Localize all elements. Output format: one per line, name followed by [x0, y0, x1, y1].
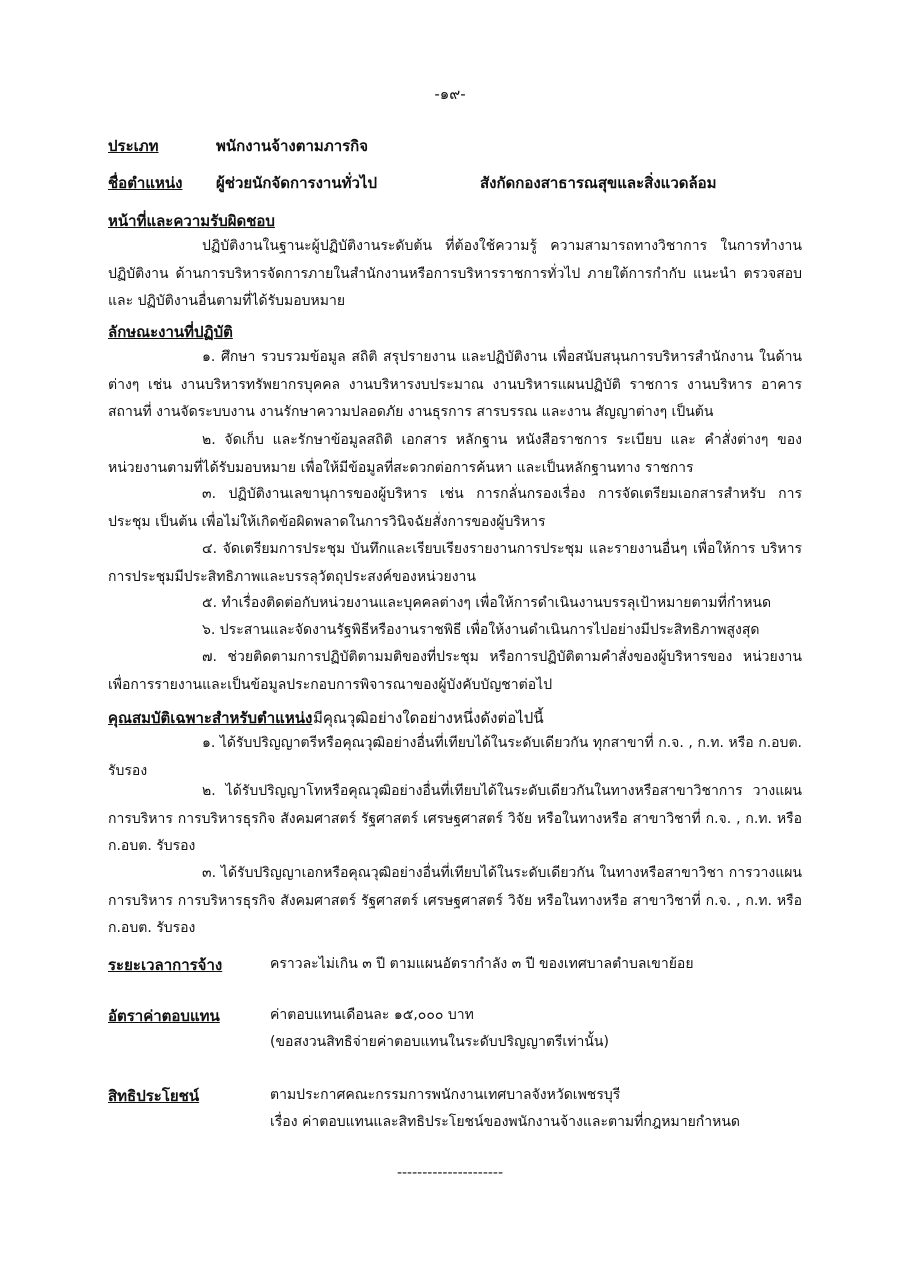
end-divider: ---------------------	[396, 1165, 504, 1181]
benefits-line-1: ตามประกาศคณะกรรมการพนักงานเทศบาลจังหวัดเพชรบุรี	[270, 1087, 621, 1103]
work-item-5: ๕. ทำเรื่องติดต่อกับหน่วยงานและบุคคลต่างๆ เพื่อให้การดำเนินงานบรรลุเป้าหมายตามที่กำหนด	[202, 595, 772, 611]
position-value: ผู้ช่วยนักจัดการงานทั่วไป	[216, 174, 377, 192]
page-number: -๑๙-	[434, 85, 466, 103]
compensation-label: อัตราค่าตอบแทน	[108, 1007, 220, 1025]
employment-period-label: ระยะเวลาการจ้าง	[108, 956, 223, 974]
duties-text: ปฏิบัติงานในฐานะผู้ปฏิบัติงานระดับต้น ที่ต้องใช้ความรู้ ความสามารถทางวิชาการ ในการทำงาน ปฏิบัติงาน ด้านการบริหารจัดการภายในสำนักงานหรือการบริหารราชการทั่วไป ภายใต้การกำกับ แนะนำ ตรวจสอบ และ ปฏิบัติงานอื่นตามที่ได้รับมอบหมาย	[108, 238, 802, 309]
employment-period-value: คราวละไม่เกิน ๓ ปี ตามแผนอัตรากำลัง ๓ ปี ของเทศบาลตำบลเขาย้อย	[270, 956, 694, 972]
duties-heading: หน้าที่และความรับผิดชอบ	[108, 212, 275, 230]
work-item-7: ๗. ช่วยติดตามการปฏิบัติตามมติของที่ประชุม หรือการปฏิบัติตามคำสั่งของผู้บริหารของ หน่วยงาน เพื่อการรายงานและเป็นข้อมูลประกอบการพิจารณาของผู้บังคับบัญชาต่อไป	[108, 649, 802, 693]
work-item-6: ๖. ประสานและจัดงานรัฐพิธีหรืองานราชพิธี เพื่อให้งานดำเนินการไปอย่างมีประสิทธิภาพสูงสุด	[202, 622, 760, 638]
qualifications-intro: มีคุณวุฒิอย่างใดอย่างหนึ่งดังต่อไปนี้	[313, 709, 544, 727]
qualifications-heading: คุณสมบัติเฉพาะสำหรับตำแหน่ง	[108, 709, 313, 727]
type-value: พนักงานจ้างตามภารกิจ	[216, 137, 369, 155]
work-item-3: ๓. ปฏิบัติงานเลขานุการของผู้บริหาร เช่น การกลั่นกรองเรื่อง การจัดเตรียมเอกสารสำหรับ การประชุม เป็นต้น เพื่อไม่ให้เกิดข้อผิดพลาดในการวินิจฉัยสั่งการของผู้บริหาร	[108, 486, 802, 530]
position-label: ชื่อตำแหน่ง	[108, 174, 183, 192]
type-label: ประเภท	[108, 137, 159, 155]
benefits-label: สิทธิประโยชน์	[108, 1087, 200, 1105]
work-heading: ลักษณะงานที่ปฏิบัติ	[108, 323, 233, 341]
work-item-2: ๒. จัดเก็บ และรักษาข้อมูลสถิติ เอกสาร หลักฐาน หนังสือราชการ ระเบียบ และ คำสั่งต่างๆ ของ หน่วยงานตามที่ได้รับมอบหมาย เพื่อให้มีข้อมูลที่สะดวกต่อการค้นหา และเป็นหลักฐานทาง ราชการ	[108, 432, 802, 476]
qualification-item-1: ๑. ได้รับปริญญาตรีหรือคุณวุฒิอย่างอื่นที่เทียบได้ในระดับเดียวกัน ทุกสาขาที่ ก.จ. , ก.ท. หรือ ก.อบต. รับรอง	[108, 735, 802, 779]
affiliation-value: สังกัดกองสาธารณสุขและสิ่งแวดล้อม	[480, 174, 717, 192]
work-item-1: ๑. ศึกษา รวบรวมข้อมูล สถิติ สรุปรายงาน และปฏิบัติงาน เพื่อสนับสนุนการบริหารสำนักงาน ในด้านต่างๆ เช่น งานบริหารทรัพยากรบุคคล งานบริหารงบประมาณ งานบริหารแผนปฏิบัติ ราชการ งานบริหาร อาคาร สถานที่ งานจัดระบบงาน งานรักษาความปลอดภัย งานธุรการ สารบรรณ และงาน สัญญาต่างๆ เป็นต้น	[108, 349, 802, 420]
qualification-item-2: ๒. ได้รับปริญญาโทหรือคุณวุฒิอย่างอื่นที่เทียบได้ในระดับเดียวกันในทางหรือสาขาวิชาการ วางแผน การบริหาร การบริหารธุรกิจ สังคมศาสตร์ รัฐศาสตร์ เศรษฐศาสตร์ วิจัย หรือในทางหรือ สาขาวิชาที่ ก.จ. , ก.ท. หรือ ก.อบต. รับรอง	[108, 783, 802, 854]
benefits-line-2: เรื่อง ค่าตอบแทนและสิทธิประโยชน์ของพนักงานจ้างและตามที่กฎหมายกำหนด	[270, 1114, 741, 1130]
compensation-line-1: ค่าตอบแทนเดือนละ ๑๕,๐๐๐ บาท	[270, 1007, 474, 1023]
qualification-item-3: ๓. ได้รับปริญญาเอกหรือคุณวุฒิอย่างอื่นที่เทียบได้ในระดับเดียวกัน ในทางหรือสาขาวิชา การวางแผน การบริหาร การบริหารธุรกิจ สังคมศาสตร์ รัฐศาสตร์ เศรษฐศาสตร์ วิจัย หรือในทางหรือ สาขาวิชาที่ ก.จ. , ก.ท. หรือ ก.อบต. รับรอง	[108, 865, 802, 936]
compensation-line-2: (ขอสงวนสิทธิจ่ายค่าตอบแทนในระดับปริญญาตรีเท่านั้น)	[270, 1034, 609, 1050]
work-item-4: ๔. จัดเตรียมการประชุม บันทึกและเรียบเรียงรายงานการประชุม และรายงานอื่นๆ เพื่อให้การ บริหารการประชุมมีประสิทธิภาพและบรรลุวัตถุประสงค์ของหน่วยงาน	[108, 541, 802, 585]
